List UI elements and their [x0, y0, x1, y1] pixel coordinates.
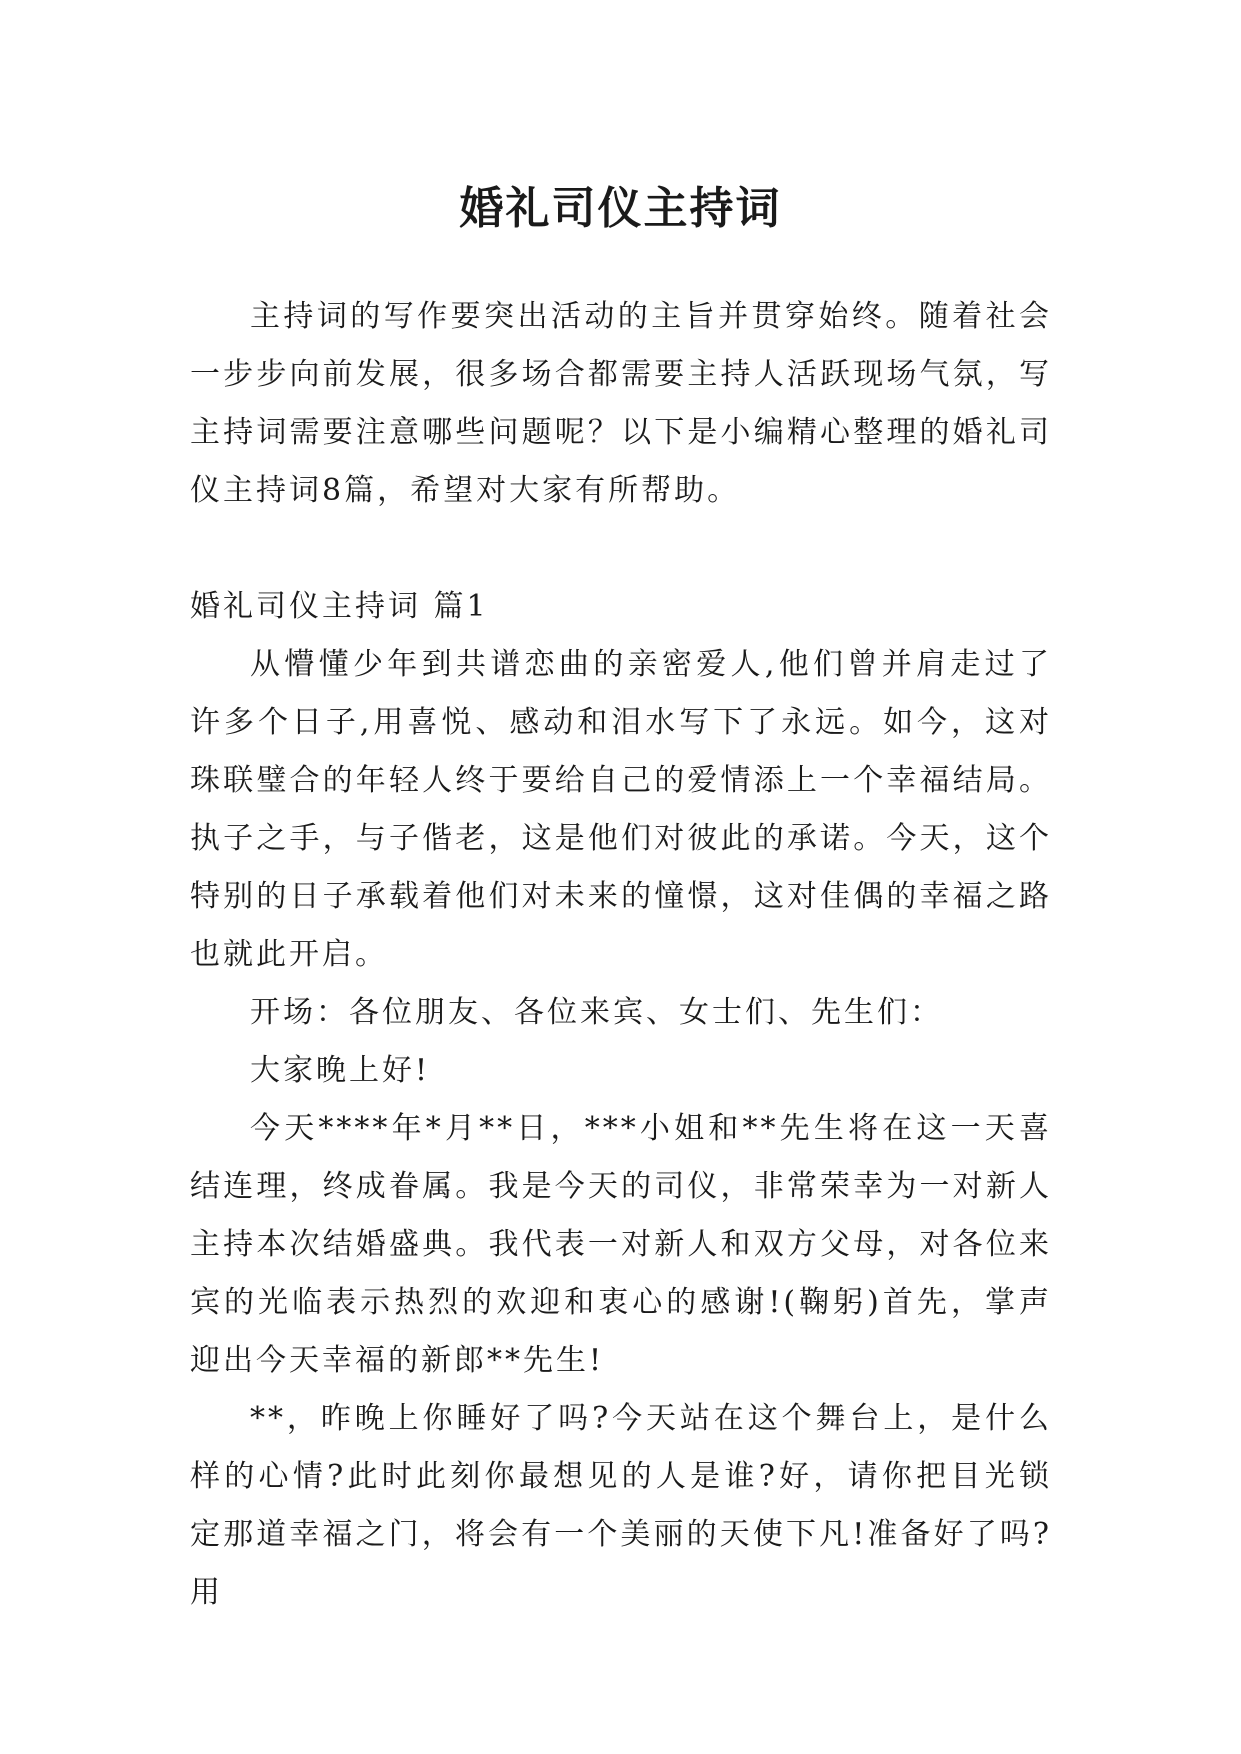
body-paragraph: 从懵懂少年到共谱恋曲的亲密爱人,他们曾并肩走过了许多个日子,用喜悦、感动和泪水写下了永远。如今，这对珠联璧合的年轻人终于要给自己的爱情添上一个幸福结局。执子之手，与子偕老，这是他们对彼此的承诺。今天，这个特别的日子承载着他们对未来的憧憬，这对佳偶的幸福之路也就此开启。 [190, 647, 1052, 972]
body-paragraph: 开场：各位朋友、各位来宾、女士们、先生们： [250, 995, 943, 1030]
document-body [190, 288, 1052, 1622]
intro-paragraph: 主持词的写作要突出活动的主旨并贯穿始终。随着社会一步步向前发展，很多场合都需要主持人活跃现场气氛，写主持词需要注意哪些问题呢？以下是小编精心整理的婚礼司仪主持词8篇，希望对大家有所帮助。 [190, 299, 1052, 508]
body-paragraph: 大家晚上好! [250, 1053, 431, 1088]
document-title: 婚礼司仪主持词 [459, 183, 782, 235]
body-paragraph: **，昨晚上你睡好了吗?今天站在这个舞台上，是什么样的心情?此时此刻你最想见的人是谁?好，请你把目光锁定那道幸福之门，将会有一个美丽的天使下凡!准备好了吗?用 [190, 1401, 1052, 1610]
body-paragraph: 今天****年*月**日，***小姐和**先生将在这一天喜结连理，终成眷属。我是今天的司仪，非常荣幸为一对新人主持本次结婚盛典。我代表一对新人和双方父母，对各位来宾的光临表示热烈的欢迎和衷心的感谢!(鞠躬)首先，掌声迎出今天幸福的新郎**先生! [190, 1111, 1052, 1378]
section-heading: 婚礼司仪主持词 篇1 [190, 589, 489, 624]
